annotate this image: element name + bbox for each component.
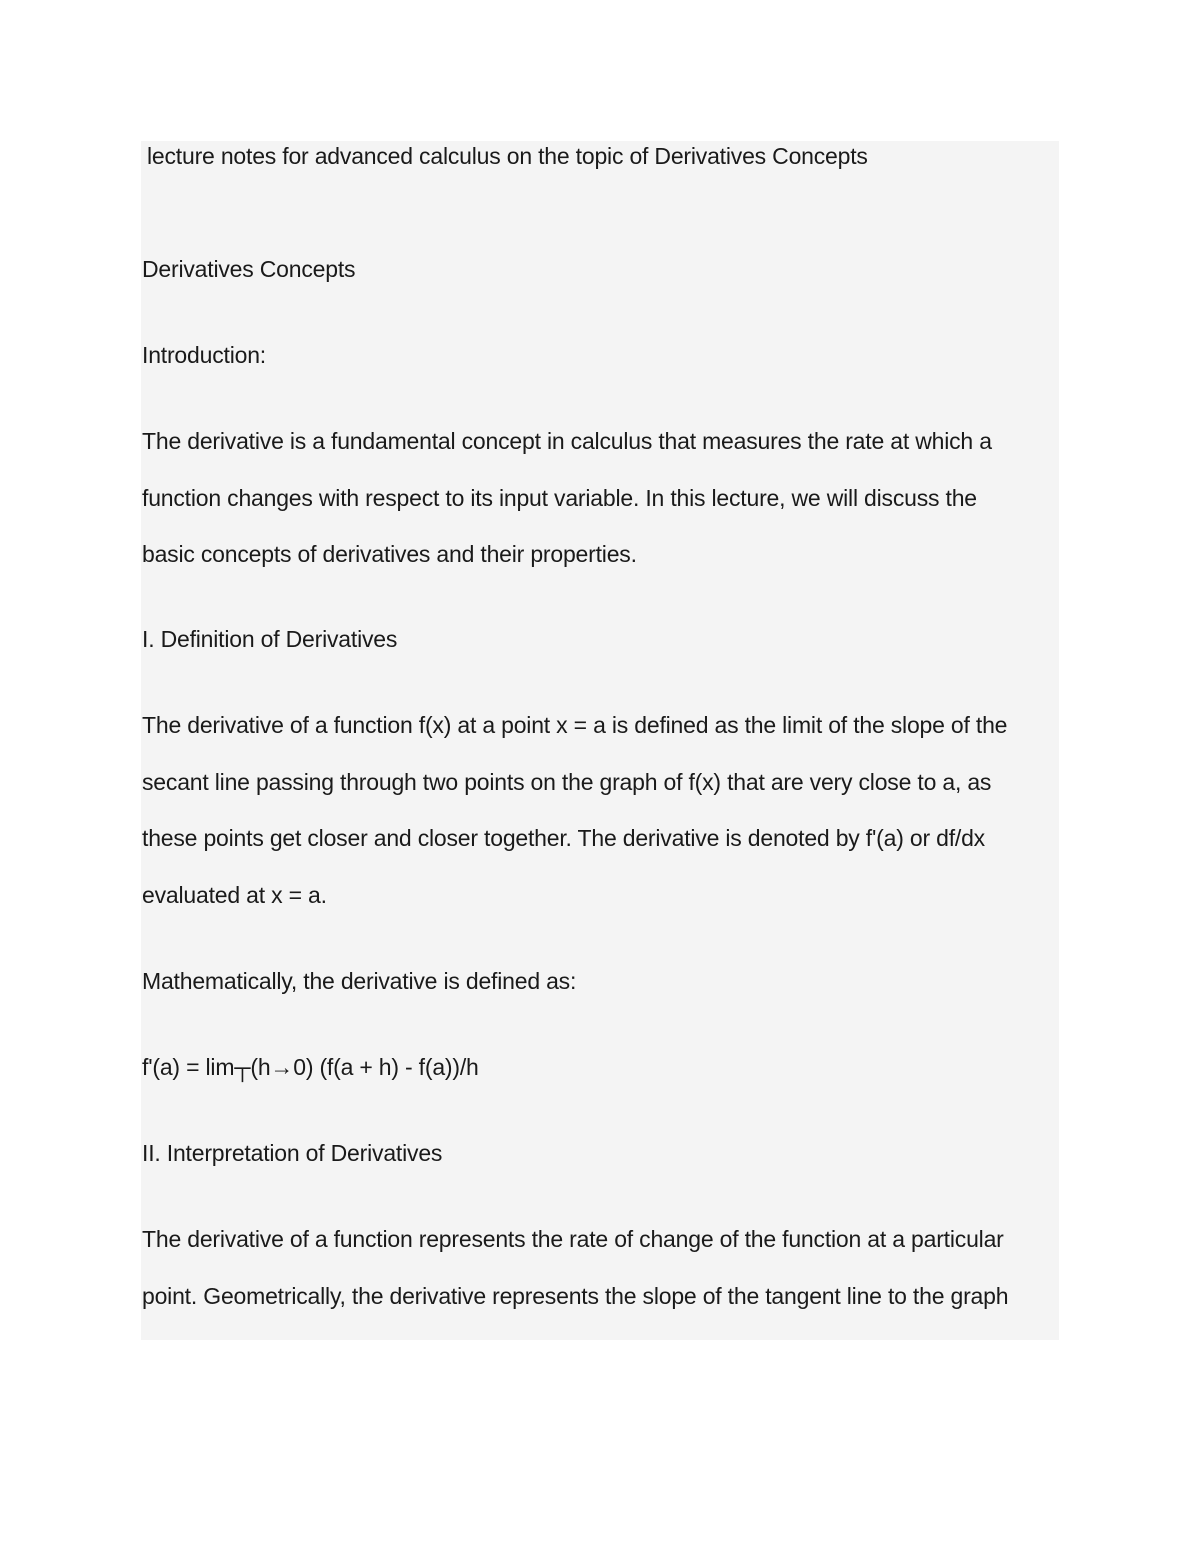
intro-paragraph-line: The derivative is a fundamental concept in calculus that measures the rate at which a xyxy=(142,428,992,454)
math-intro-text: Mathematically, the derivative is defined as: xyxy=(142,968,577,994)
derivative-formula: f'(a) = lim┬(h→0) (f(a + h) - f(a))/h xyxy=(142,1054,479,1080)
interpretation-paragraph-line: point. Geometrically, the derivative represents the slope of the tangent line to the graph xyxy=(142,1283,1009,1309)
interpretation-paragraph-line: The derivative of a function represents the rate of change of the function at a particular xyxy=(142,1226,1004,1252)
introduction-label: Introduction: xyxy=(142,342,266,368)
document-title: lecture notes for advanced calculus on the topic of Derivatives Concepts xyxy=(147,143,868,169)
section-heading-definition: I. Definition of Derivatives xyxy=(142,626,398,652)
intro-paragraph-line: basic concepts of derivatives and their properties. xyxy=(142,541,637,567)
definition-paragraph-line: secant line passing through two points on the graph of f(x) that are very close to a, as xyxy=(142,769,992,795)
section-heading-interpretation: II. Interpretation of Derivatives xyxy=(142,1140,443,1166)
intro-paragraph-line: function changes with respect to its input variable. In this lecture, we will discuss the xyxy=(142,485,977,511)
definition-paragraph-line: these points get closer and closer together. The derivative is denoted by f'(a) or df/dx xyxy=(142,825,985,851)
document-heading: Derivatives Concepts xyxy=(142,256,356,282)
definition-paragraph-line: evaluated at x = a. xyxy=(142,882,327,908)
definition-paragraph-line: The derivative of a function f(x) at a point x = a is defined as the limit of the slope of the xyxy=(142,712,1008,738)
